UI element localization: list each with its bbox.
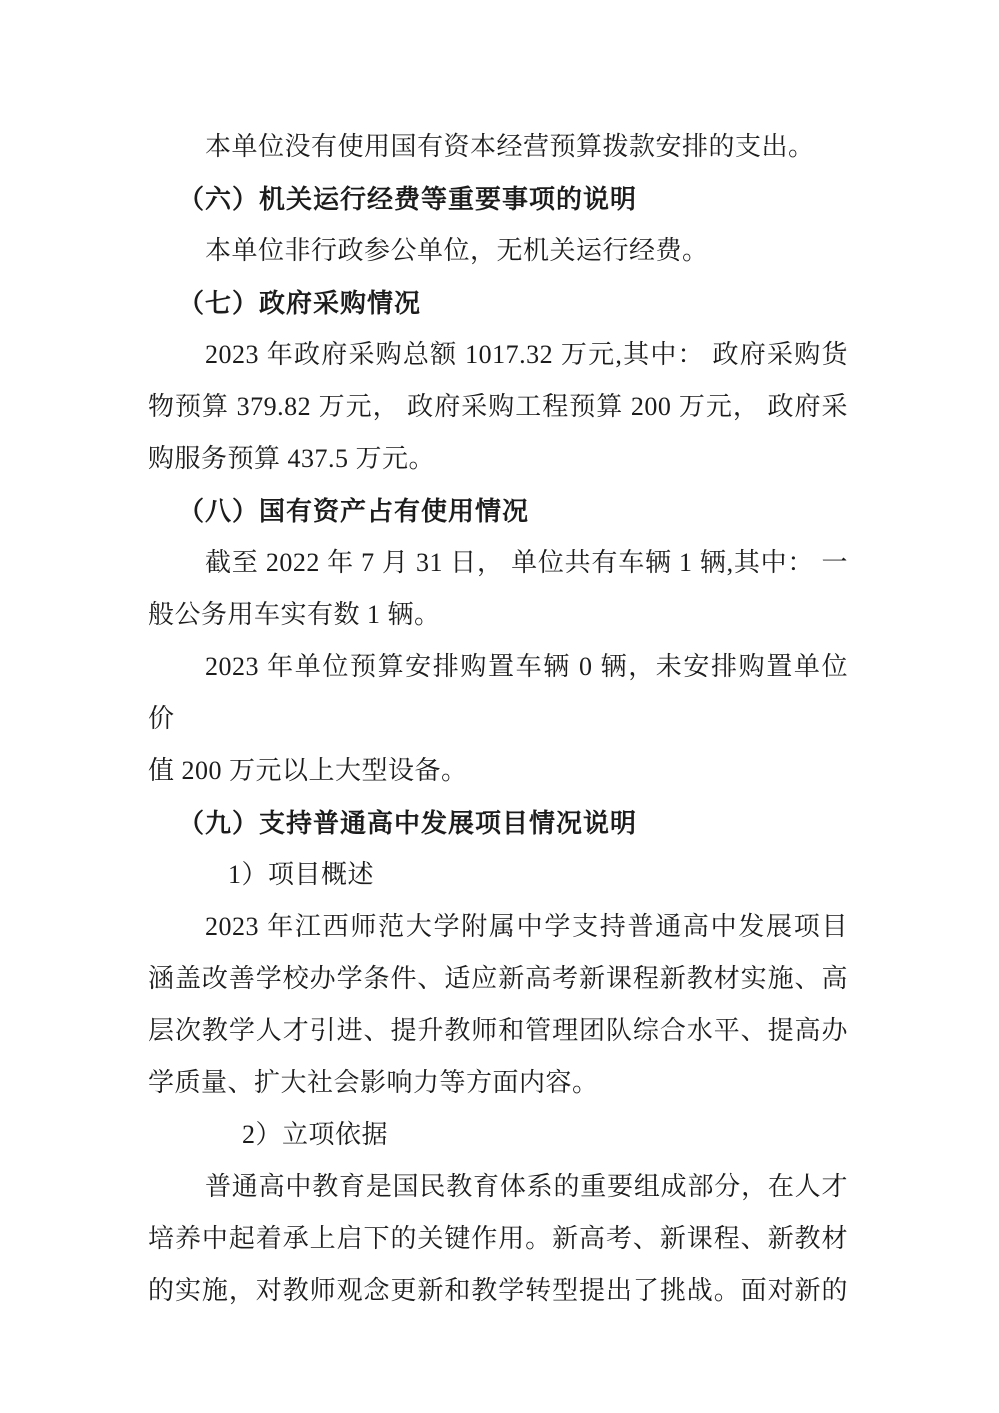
paragraph-line: 2023 年单位预算安排购置车辆 0 辆，未安排购置单位价 xyxy=(148,652,848,733)
paragraph-line: 的实施，对教师观念更新和教学转型提出了挑战。面对新的 xyxy=(148,1276,848,1305)
paragraph-line: 培养中起着承上启下的关键作用。新高考、新课程、新教材 xyxy=(148,1224,848,1253)
paragraph-line: 购服务预算 437.5 万元。 xyxy=(148,444,436,473)
subsection-1-heading: 1）项目概述 xyxy=(228,860,375,889)
paragraph-line: 截至 2022 年 7 月 31 日， 单位共有车辆 1 辆,其中： 一 xyxy=(205,548,848,577)
section-9-heading: （九）支持普通高中发展项目情况说明 xyxy=(178,808,638,838)
paragraph-line: 普通高中教育是国民教育体系的重要组成部分，在人才 xyxy=(205,1172,848,1201)
section-8-heading: （八）国有资产占有使用情况 xyxy=(178,496,530,526)
paragraph-line: 学质量、扩大社会影响力等方面内容。 xyxy=(148,1068,599,1097)
section-7-heading: （七）政府采购情况 xyxy=(178,288,422,318)
paragraph-line: 般公务用车实有数 1 辆。 xyxy=(148,600,441,629)
paragraph-line: 2023 年江西师范大学附属中学支持普通高中发展项目 xyxy=(205,912,848,941)
paragraph-line: 值 200 万元以上大型设备。 xyxy=(148,756,468,785)
subsection-2-heading: 2）立项依据 xyxy=(242,1120,389,1149)
paragraph-line: 本单位没有使用国有资本经营预算拨款安排的支出。 xyxy=(205,132,815,161)
paragraph-line: 涵盖改善学校办学条件、适应新高考新课程新教材实施、高 xyxy=(148,964,848,993)
paragraph-line: 层次教学人才引进、提升教师和管理团队综合水平、提高办 xyxy=(148,1016,848,1045)
paragraph-line: 本单位非行政参公单位，无机关运行经费。 xyxy=(205,236,709,265)
section-6-heading: （六）机关运行经费等重要事项的说明 xyxy=(178,184,638,214)
paragraph-line: 物预算 379.82 万元， 政府采购工程预算 200 万元， 政府采 xyxy=(148,392,848,421)
paragraph-line: 2023 年政府采购总额 1017.32 万元,其中： 政府采购货 xyxy=(205,340,848,369)
